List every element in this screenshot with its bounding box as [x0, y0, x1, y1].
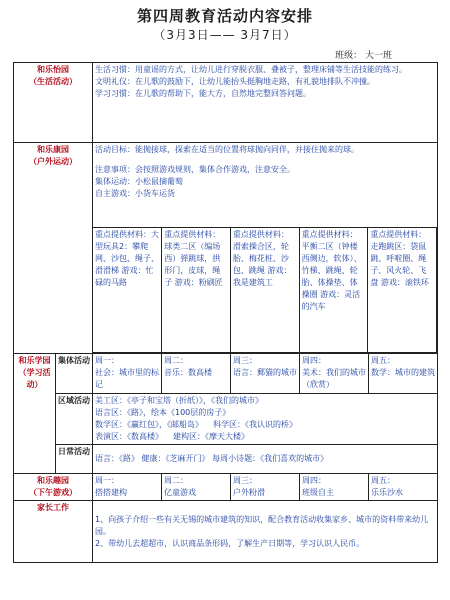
collective-day-5: 周五： 数学：城市的建筑: [369, 354, 438, 394]
outdoor-content: [93, 143, 438, 354]
collective-day-1: 周一： 社会：城市里的标记: [93, 354, 162, 394]
zone-material: 重点提供材料：滑索操合区，轮胎、梅花桩、沙包、跳绳 游戏：我是建筑工: [230, 228, 299, 353]
zone-label: 区域活动: [56, 394, 93, 445]
zone-line: 语言区：《路》，绘本《100层的房子》: [95, 408, 231, 417]
parents-section-label: 家长工作: [14, 501, 93, 563]
outdoor-goal: 活动目标：能抛接球，探索在适当的位置将球抛向同伴，并接住抛来的球。: [95, 145, 359, 154]
date-range: （3月3日—— 3月7日）: [153, 28, 297, 42]
schedule-table: [13, 62, 438, 563]
zone-material: 重点提供材料：平衡二区（钟楼西侧边，软体）、竹梯、跳绳、轮胎、体操垫、体操圈 游戏：灵活的汽车: [299, 228, 368, 353]
afternoon-day-2: 周二： 亿童游戏: [162, 474, 231, 501]
zone-material: 重点提供材料：走跑跳区：袋鼠跳、呼啦圈、绳子、风火轮、飞盘 游戏：滚铁环: [368, 228, 437, 353]
life-line: 学习习惯：在儿歌的帮助下，能大方，自然地完整回答问题。: [95, 89, 311, 98]
afternoon-day-5: 周五： 乐乐沙水: [369, 474, 438, 501]
collective-label: 集体活动: [56, 354, 93, 394]
life-row: [14, 63, 438, 143]
zone-content: [93, 394, 438, 445]
life-line: 生活习惯：用童谣的方式，让幼儿进行穿脱衣服、叠被子，整理床铺等生活技能的练习。: [95, 65, 407, 74]
collective-day-3: 周三： 语言：郵猫的城市: [231, 354, 300, 394]
outdoor-free: 自主游戏：小货车运货: [95, 189, 175, 198]
life-line: 文明礼仪：在儿歌的鼓励下，让幼儿能抬头挺胸地走路，有礼貌地排队不冲撞。: [95, 77, 375, 86]
daily-label: 日常活动: [56, 445, 93, 474]
parents-content: [93, 501, 438, 563]
collective-day-4: 周四： 美术：我们的城市（欣赏）: [300, 354, 369, 394]
study-daily-row: [14, 445, 438, 474]
life-section-label: 和乐怡园 （生活活动）: [14, 63, 93, 143]
parents-row: [14, 501, 438, 563]
afternoon-day-3: 周三： 户外粉滑: [231, 474, 300, 501]
outdoor-collective: 集体运动：小松鼠摘葡萄: [95, 177, 183, 186]
collective-day-2: 周二： 音乐：数高楼: [162, 354, 231, 394]
study-zone-row: [14, 394, 438, 445]
afternoon-day-4: 周四： 班级自主: [300, 474, 369, 501]
afternoon-day-1: 周一： 搭搭建构: [93, 474, 162, 501]
afternoon-row: [14, 474, 438, 501]
zone-line: 数学区：《赢红包》，《邮船岛》 科学区：《我认识的桥》: [95, 420, 297, 429]
page-title: 第四周教育活动内容安排: [136, 7, 313, 25]
zone-line: 美工区：《亭子和宝塔（折纸）》，《我们的城市》: [95, 396, 263, 405]
study-section-label: 和乐学园 （学习活动）: [14, 354, 56, 474]
outdoor-note: 注意事项：会按照游戏规则，集体合作游戏，注意安全。: [95, 165, 295, 174]
study-collective-row: [14, 354, 438, 394]
parents-line: 2、带幼儿去超超市，认识商品条形码，了解生产日期等，学习认识人民币。: [95, 538, 365, 548]
outdoor-row: [14, 143, 438, 354]
outdoor-zones: [93, 227, 437, 353]
afternoon-section-label: 和乐趣园 （下午游戏）: [14, 474, 93, 501]
zone-material: 重点提供材料：大型玩具2：攀爬网、沙包、绳子、滑滑梯 游戏：忙碌的马路: [93, 228, 162, 353]
class-label: 班级： 大一班: [335, 51, 392, 61]
parents-line: 1、向孩子介绍一些有关无锡的城市建筑的知识，配合教育活动收集家乡、城市的资料带来幼儿园。: [95, 514, 429, 536]
daily-content: 语言：《路》 健康：《芝麻开门》 每周小诗题：《我们喜欢的城市》: [93, 445, 438, 474]
zone-material: 重点提供材料：球类二区（编场西）弹跳球，拱形门，皮球，绳子 游戏：粉刷匠: [162, 228, 231, 353]
life-content: [93, 63, 438, 143]
outdoor-section-label: 和乐康园 （户外运动）: [14, 143, 93, 354]
zone-line: 表演区：《数高楼》 建构区：《摩天大楼》: [95, 432, 249, 441]
